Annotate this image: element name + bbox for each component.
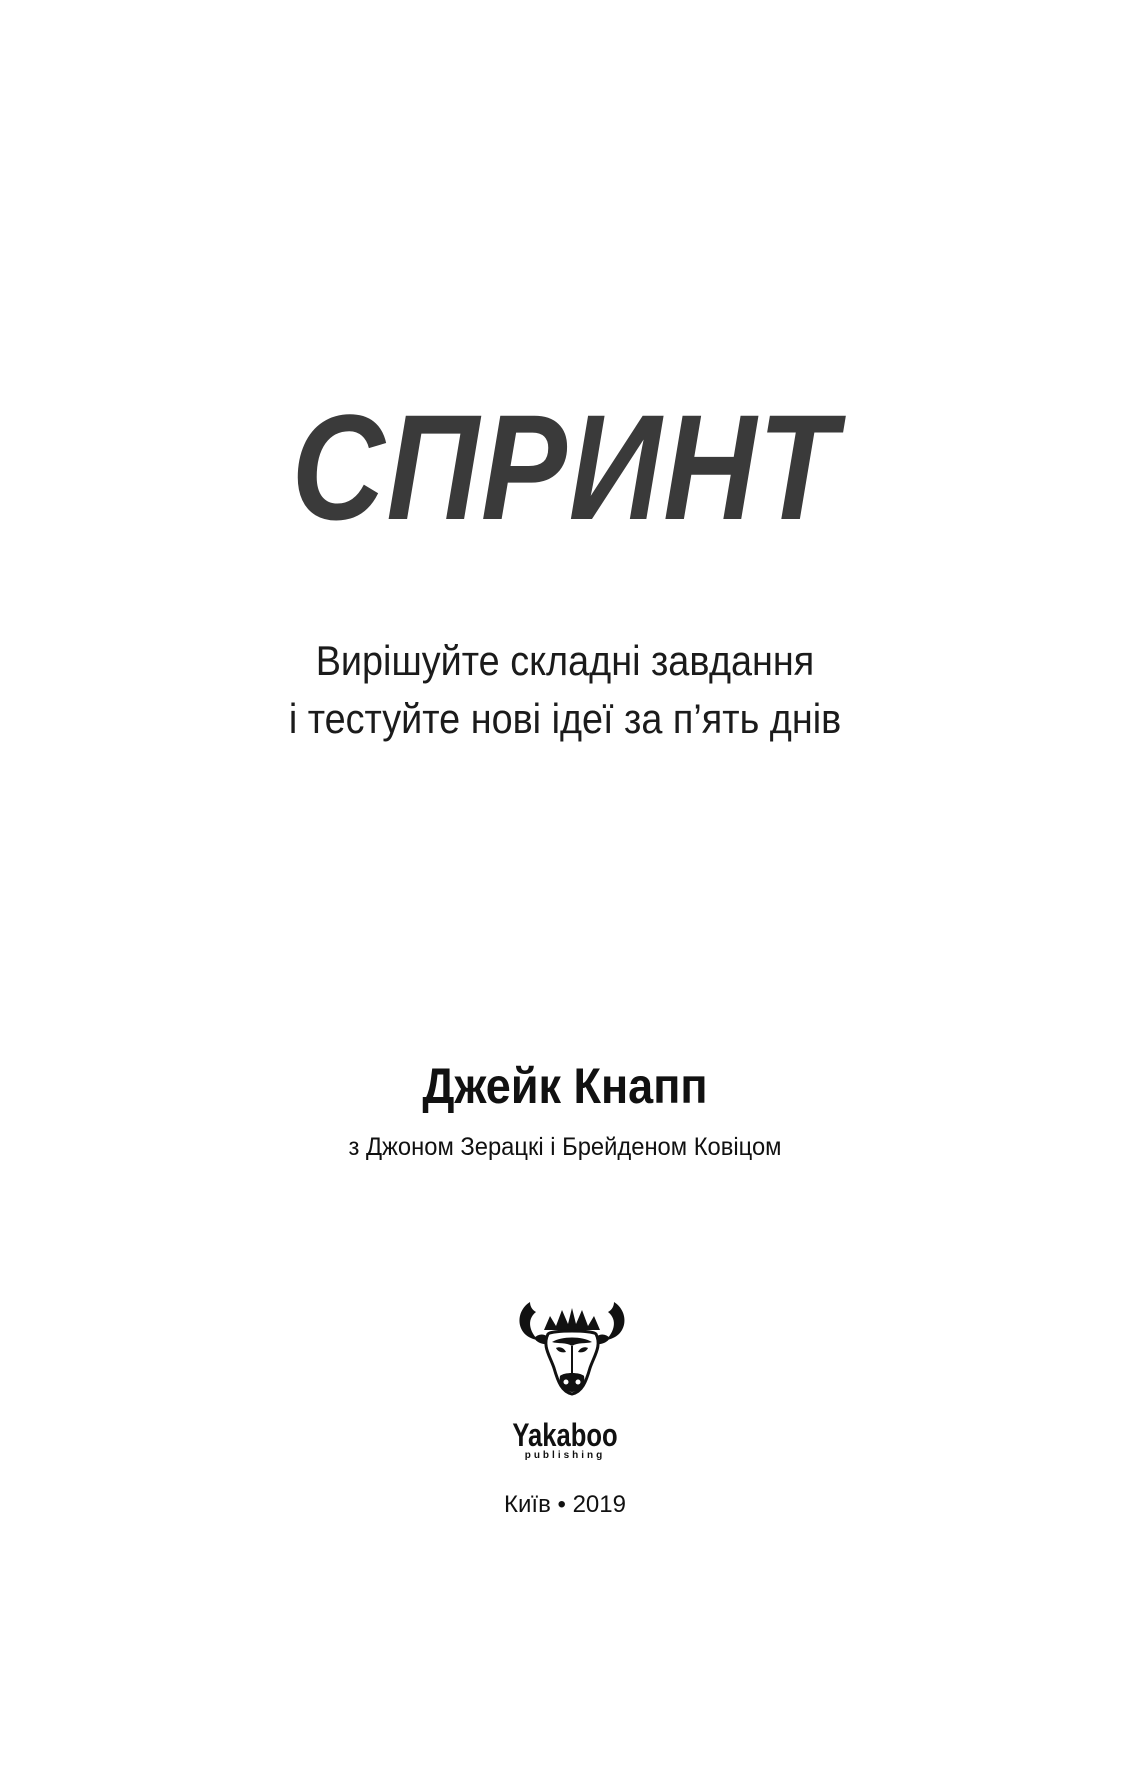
book-subtitle — [57, 632, 1074, 748]
coauthors: з Джоном Зерацкі і Брейденом Ковіцом — [348, 1133, 782, 1161]
publisher-name: Yakaboo — [512, 1417, 618, 1453]
author-name: Джейк Кнапп — [422, 1058, 708, 1114]
publisher-subtitle: publishing — [524, 1450, 606, 1461]
subtitle-line-2: і тестуйте нові ідеї за п’ять днів — [288, 695, 842, 742]
bull-head-icon — [512, 1282, 632, 1402]
book-title: СПРИНТ — [291, 383, 839, 551]
imprint-place-year: Київ • 2019 — [504, 1491, 626, 1518]
subtitle-line-1: Вирішуйте складні завдання — [315, 637, 815, 684]
